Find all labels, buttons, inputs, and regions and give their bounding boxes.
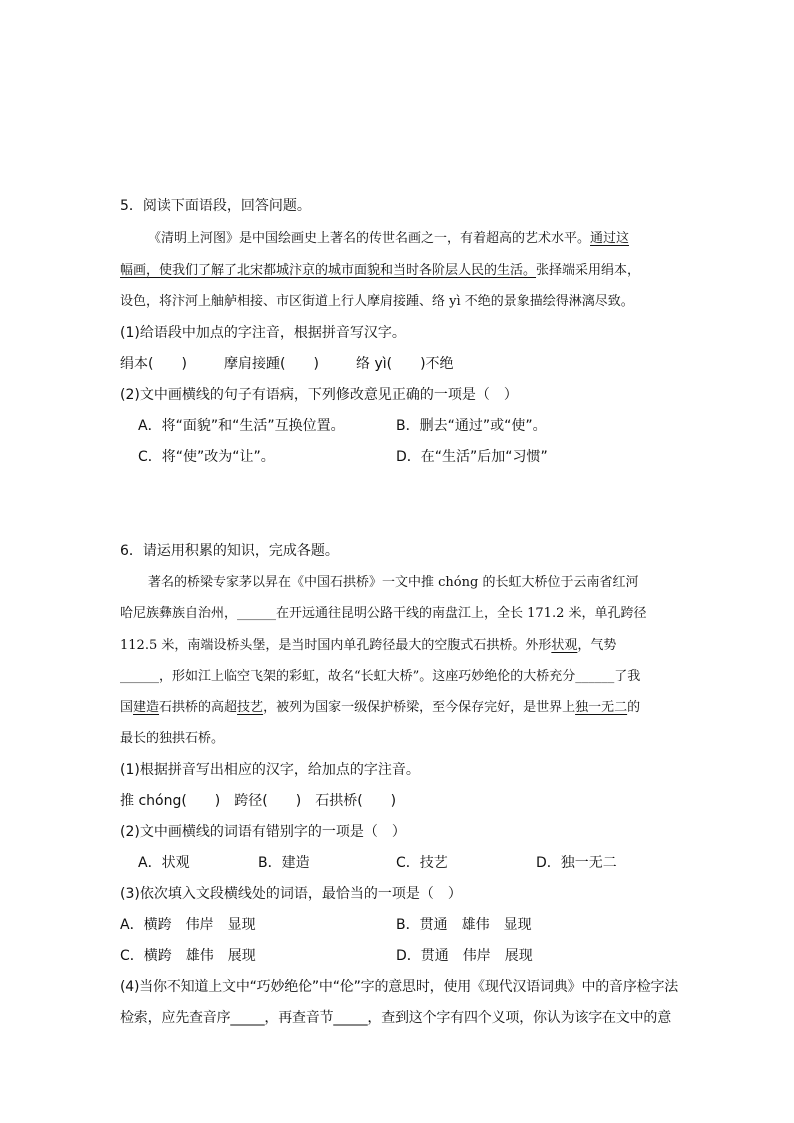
q5-sub1-blank-1: 绢本( )	[120, 356, 187, 372]
q6-p5-text-a: 国	[120, 700, 134, 715]
q6-paragraph-line2: 哈尼族彝族自治州，______在开远通往昆明公路干线的南盘江上，全长 171.2 米，单孔跨径	[120, 606, 647, 621]
q6-sub1: (1)根据拼音写出相应的汉字，给加点的字注音。	[120, 762, 420, 778]
q6-sub2: (2)文中画横线的词语有错别字的一项是（ ）	[120, 824, 406, 840]
q5-sub2: (2)文中画横线的句子有语病，下列修改意见正确的一项是（ ）	[120, 387, 518, 403]
q6-paragraph-line4: ______，形如江上临空飞架的彩虹，故名“长虹大桥”。这座巧妙绝伦的大桥充分______了我	[120, 669, 641, 684]
q5-option-b: B．删去“通过”或“使”。	[396, 418, 547, 434]
q6-sub1-blanks: 推 chóng( ) 跨径( ) 石拱桥( )	[120, 793, 397, 809]
q6-sub2-option-c: C．技艺	[396, 855, 448, 871]
q6-p5-text-d: 的	[627, 700, 641, 715]
q6-paragraph-line3	[120, 636, 616, 656]
q6-sub3: (3)依次填入文段横线处的词语，最恰当的一项是（ ）	[120, 886, 462, 902]
q6-p3-underlined: 状观	[551, 638, 578, 653]
q6-title: 6．请运用积累的知识，完成各题。	[120, 543, 339, 559]
q6-sub3-option-c: C．横跨 雄伟 展现	[120, 948, 256, 964]
q5-p2-underlined: 幅画，使我们了解了北宋都城汴京的城市面貌和当时各阶层人民的生活。	[120, 263, 537, 278]
q6-sub2-option-b: B．建造	[258, 855, 310, 871]
q5-paragraph-line1	[148, 229, 629, 249]
q6-sub4-line1: (4)当你不知道上文中“巧妙绝伦”中“伦”字的意思时，使用《现代汉语词典》中的音序检字法	[120, 979, 679, 995]
q5-option-a: A．将“面貌”和“生活”互换位置。	[138, 418, 345, 434]
q6-p5-underlined-3: 独一无二	[575, 700, 628, 715]
q5-option-d: D．在“生活”后加“习惯”	[396, 449, 548, 465]
q6-p3-text-b: ，气势	[577, 638, 617, 653]
q6-paragraph-line1: 著名的桥梁专家茅以昇在《中国石拱桥》一文中推 chóng 的长虹大桥位于云南省红河	[148, 575, 639, 590]
q5-sub1-blank-2: 摩肩接踵( )	[224, 356, 319, 372]
q5-p1-underlined: 通过这	[590, 231, 630, 246]
q5-p1-text: 《清明上河图》是中国绘画史上著名的传世名画之一，有着超高的艺术水平。	[148, 231, 591, 246]
q6-sub4-line2: 检索，应先查音序_____，再查音节_____，查到这个字有四个义项，你认为该字在文中的意	[120, 1010, 671, 1026]
q5-title: 5．阅读下面语段，回答问题。	[120, 198, 311, 214]
q6-p5-text-b: 石拱桥的高超	[159, 700, 238, 715]
q5-paragraph-line2	[120, 261, 640, 281]
q6-sub2-option-d: D．独一无二	[536, 855, 617, 871]
q6-sub3-option-b: B．贯通 雄伟 显现	[396, 917, 532, 933]
q5-paragraph-line3: 设色，将汴河上舳舻相接、市区街道上行人摩肩接踵、络 yì 不绝的景象描绘得淋漓尽致。	[120, 294, 634, 309]
q6-p5-underlined-2: 技艺	[237, 700, 264, 715]
q5-option-c: C．将“使”改为“让”。	[138, 449, 275, 465]
q5-sub1-blank-3: 络 yì( )不绝	[356, 356, 454, 372]
q6-sub2-option-a: A．状观	[138, 855, 190, 871]
q6-p5-text-c: ，被列为国家一级保护桥梁，至今保存完好，是世界上	[263, 700, 576, 715]
q5-sub1: (1)给语段中加点的字注音，根据拼音写汉字。	[120, 325, 406, 341]
q6-sub3-option-d: D．贯通 伟岸 展现	[396, 948, 533, 964]
q6-paragraph-line5	[120, 698, 640, 718]
q5-p2-text: 张择端采用绢本，	[536, 263, 641, 278]
q6-paragraph-line6: 最长的独拱石桥。	[120, 731, 225, 746]
q6-p5-underlined-1: 建造	[133, 700, 160, 715]
q6-p3-text-a: 112.5 米，南端设桥头堡，是当时国内单孔跨径最大的空腹式石拱桥。外形	[120, 638, 552, 653]
q6-sub3-option-a: A．横跨 伟岸 显现	[120, 917, 256, 933]
